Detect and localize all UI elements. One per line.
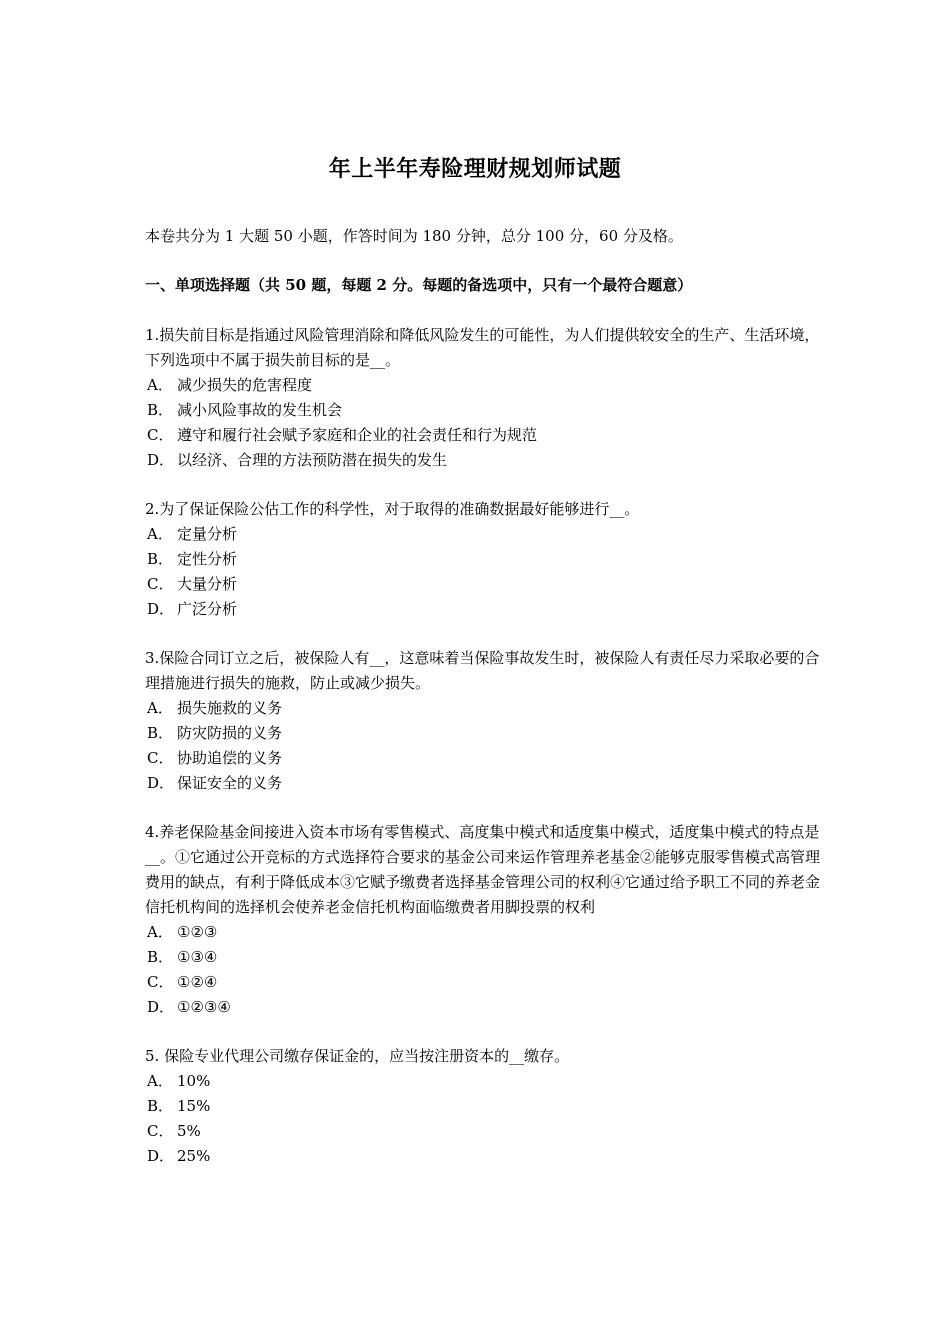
- question-stem: 1.损失前目标是指通过风险管理消除和降低风险发生的可能性，为人们提供较安全的生产、生活环境，下列选项中不属于损失前目标的是__。: [145, 326, 820, 369]
- option-letter: A．: [147, 699, 173, 717]
- option-text: 15%: [177, 1097, 211, 1115]
- option-letter: B．: [147, 1097, 174, 1115]
- option-b: [145, 398, 825, 423]
- option-a: [145, 522, 825, 547]
- option-a: [145, 373, 825, 398]
- option-text: ①②③④: [177, 998, 231, 1016]
- option-c: [145, 572, 825, 597]
- option-b: [145, 547, 825, 572]
- option-c: [145, 746, 825, 771]
- option-letter: B．: [147, 948, 174, 966]
- option-text: 以经济、合理的方法预防潜在损失的发生: [177, 451, 448, 469]
- option-b: [145, 721, 825, 746]
- question-stem: 3.保险合同订立之后，被保险人有__，这意味着当保险事故发生时，被保险人有责任尽力采取必要的合理措施进行损失的施救，防止或减少损失。: [145, 649, 820, 692]
- option-letter: D．: [147, 451, 175, 469]
- option-text: 大量分析: [177, 575, 238, 593]
- option-text: 减少损失的危害程度: [177, 376, 313, 394]
- option-letter: D．: [147, 1147, 175, 1165]
- question-5: [145, 1044, 825, 1169]
- option-text: 损失施救的义务: [177, 699, 283, 717]
- section-heading: 一、单项选择题（共 50 题，每题 2 分。每题的备选项中，只有一个最符合题意）: [145, 276, 693, 294]
- option-letter: B．: [147, 724, 174, 742]
- option-b: [145, 945, 825, 970]
- option-c: [145, 1119, 825, 1144]
- question-2: [145, 497, 825, 622]
- option-d: [145, 597, 825, 622]
- option-text: 定性分析: [177, 550, 238, 568]
- option-letter: D．: [147, 774, 175, 792]
- question-list: [145, 323, 825, 1193]
- question-stem: 4.养老保险基金间接进入资本市场有零售模式、高度集中模式和适度集中模式，适度集中模式的特点是__。①它通过公开竞标的方式选择符合要求的基金公司来运作管理养老基金②能够克服零售模式高管理费用的缺点，有利于降低成本③它赋予缴费者选择基金管理公司的权利④它通过给予职工不同的养老金信托机构间的选择机会使养老金信托机构面临缴费者用脚投票的权利: [145, 823, 821, 916]
- option-text: 减小风险事故的发生机会: [177, 401, 343, 419]
- option-text: ①②④: [177, 973, 218, 991]
- question-3: [145, 646, 825, 796]
- option-letter: A．: [147, 376, 173, 394]
- option-letter: B．: [147, 550, 174, 568]
- option-letter: A．: [147, 525, 173, 543]
- option-text: 遵守和履行社会赋予家庭和企业的社会责任和行为规范: [177, 426, 538, 444]
- exam-intro: 本卷共分为 1 大题 50 小题，作答时间为 180 分钟，总分 100 分，60 分及格。: [145, 227, 683, 245]
- question-stem: 2.为了保证保险公估工作的科学性，对于取得的准确数据最好能够进行__。: [145, 500, 640, 518]
- option-letter: C．: [147, 575, 174, 593]
- option-d: [145, 448, 825, 473]
- option-text: ①③④: [177, 948, 218, 966]
- question-stem: 5. 保险专业代理公司缴存保证金的，应当按注册资本的__缴存。: [145, 1047, 570, 1065]
- option-text: 防灾防损的义务: [177, 724, 283, 742]
- option-text: 25%: [177, 1147, 211, 1165]
- option-a: [145, 920, 825, 945]
- option-b: [145, 1094, 825, 1119]
- option-text: 5%: [177, 1122, 201, 1140]
- option-text: 保证安全的义务: [177, 774, 283, 792]
- option-letter: C．: [147, 749, 174, 767]
- option-text: ①②③: [177, 923, 218, 941]
- option-text: 定量分析: [177, 525, 238, 543]
- option-a: [145, 696, 825, 721]
- page-title: 年上半年寿险理财规划师试题: [328, 157, 622, 182]
- option-a: [145, 1069, 825, 1094]
- option-c: [145, 423, 825, 448]
- question-4: [145, 820, 825, 1020]
- option-letter: A．: [147, 1072, 173, 1090]
- option-letter: B．: [147, 401, 174, 419]
- option-c: [145, 970, 825, 995]
- option-text: 协助追偿的义务: [177, 749, 283, 767]
- question-1: [145, 323, 825, 473]
- option-text: 10%: [177, 1072, 211, 1090]
- option-letter: D．: [147, 600, 175, 618]
- option-letter: D．: [147, 998, 175, 1016]
- option-d: [145, 1144, 825, 1169]
- option-letter: C．: [147, 426, 174, 444]
- option-d: [145, 771, 825, 796]
- option-letter: C．: [147, 973, 174, 991]
- option-text: 广泛分析: [177, 600, 238, 618]
- option-letter: C．: [147, 1122, 174, 1140]
- option-letter: A．: [147, 923, 173, 941]
- option-d: [145, 995, 825, 1020]
